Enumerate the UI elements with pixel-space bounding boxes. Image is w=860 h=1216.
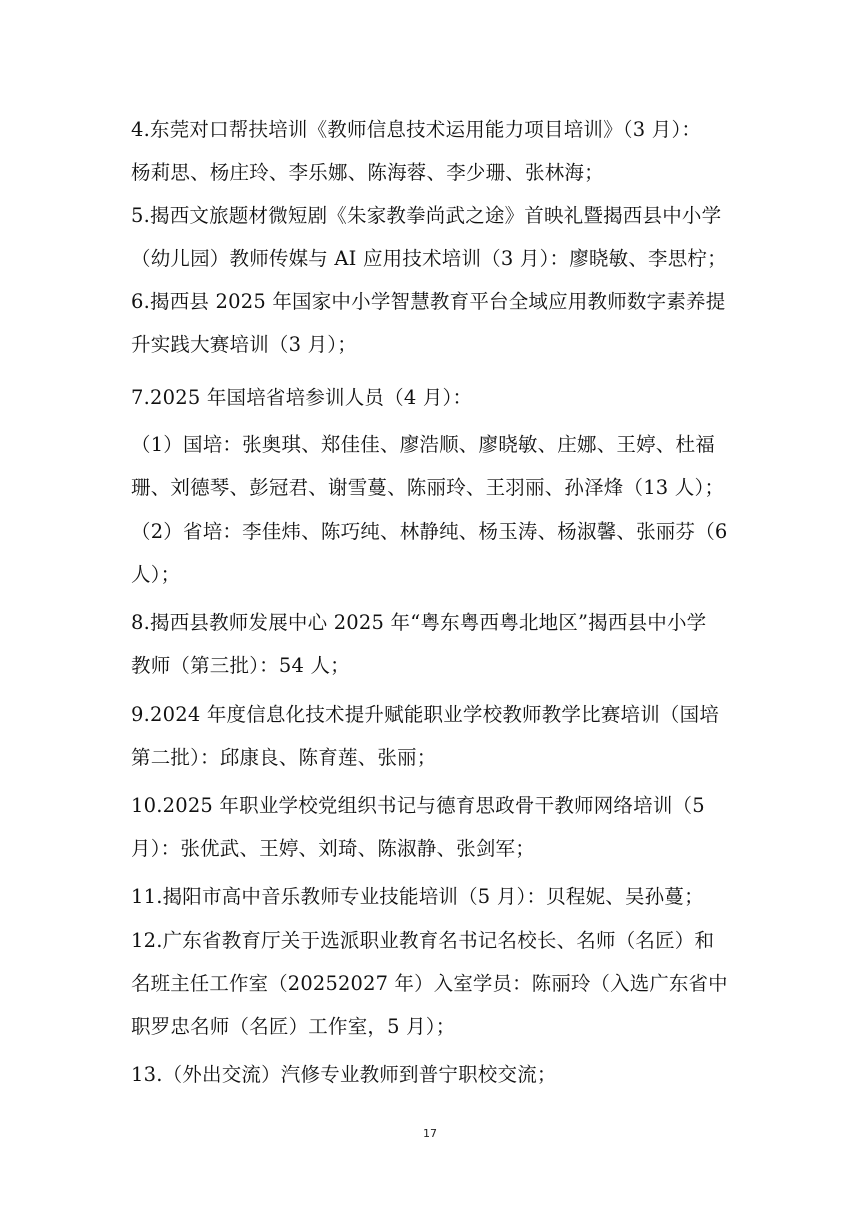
text-line: 第二批）：邱康良、陈育莲、张丽； xyxy=(131,746,437,769)
text-line: 职罗忠名师（名匠）工作室，5 月）； xyxy=(131,1015,456,1038)
text-line: 13.（外出交流）汽修专业教师到普宁职校交流； xyxy=(131,1063,557,1086)
text-line: 7.2025 年国培省培参训人员（4 月）： xyxy=(131,386,473,409)
text-line: 11.揭阳市高中音乐教师专业技能培训（5 月）：贝程妮、吴孙蔓； xyxy=(131,885,704,908)
text-line: 8.揭西县教师发展中心 2025 年“粤东粤西粤北地区”揭西县中小学 xyxy=(131,611,707,634)
text-line: 12.广东省教育厅关于选派职业教育名书记名校长、名师（名匠）和 xyxy=(131,929,715,952)
text-line: 杨莉思、杨庄玲、李乐娜、陈海蓉、李少珊、张林海； xyxy=(131,161,604,184)
text-line: 珊、刘德琴、彭冠君、谢雪蔓、陈丽玲、王羽丽、孙泽烽（13 人）； xyxy=(131,476,725,499)
page-number: 17 xyxy=(423,1127,437,1140)
text-line: 教师（第三批）：54 人； xyxy=(131,654,350,677)
text-line: 9.2024 年度信息化技术提升赋能职业学校教师教学比赛培训（国培 xyxy=(131,703,720,726)
text-line: （1）国培：张奥琪、郑佳佳、廖浩顺、廖晓敏、庄娜、王婷、杜福 xyxy=(131,433,715,456)
text-line: 6.揭西县 2025 年国家中小学智慧教育平台全域应用教师数字素养提 xyxy=(131,290,726,313)
text-line: （2）省培：李佳炜、陈巧纯、林静纯、杨玉涛、杨淑馨、张丽芬（6 xyxy=(131,520,728,543)
text-line: 升实践大赛培训（3 月）； xyxy=(131,333,357,356)
text-line: 人）； xyxy=(131,563,181,586)
text-line: 名班主任工作室（20252027 年）入室学员：陈丽玲（入选广东省中 xyxy=(131,972,728,995)
text-line: 4.东莞对口帮扶培训《教师信息技术运用能力项目培训》（3 月）： xyxy=(131,118,702,141)
text-line: 10.2025 年职业学校党组织书记与德育思政骨干教师网络培训（5 xyxy=(131,794,705,817)
text-line: 月）：张优武、王婷、刘琦、陈淑静、张剑军； xyxy=(131,837,535,860)
text-line: 5.揭西文旅题材微短剧《朱家教拳尚武之途》首映礼暨揭西县中小学 xyxy=(131,204,722,227)
text-line: （幼儿园）教师传媒与 AI 应用技术培训（3 月）：廖晓敏、李思柠； xyxy=(131,247,727,270)
